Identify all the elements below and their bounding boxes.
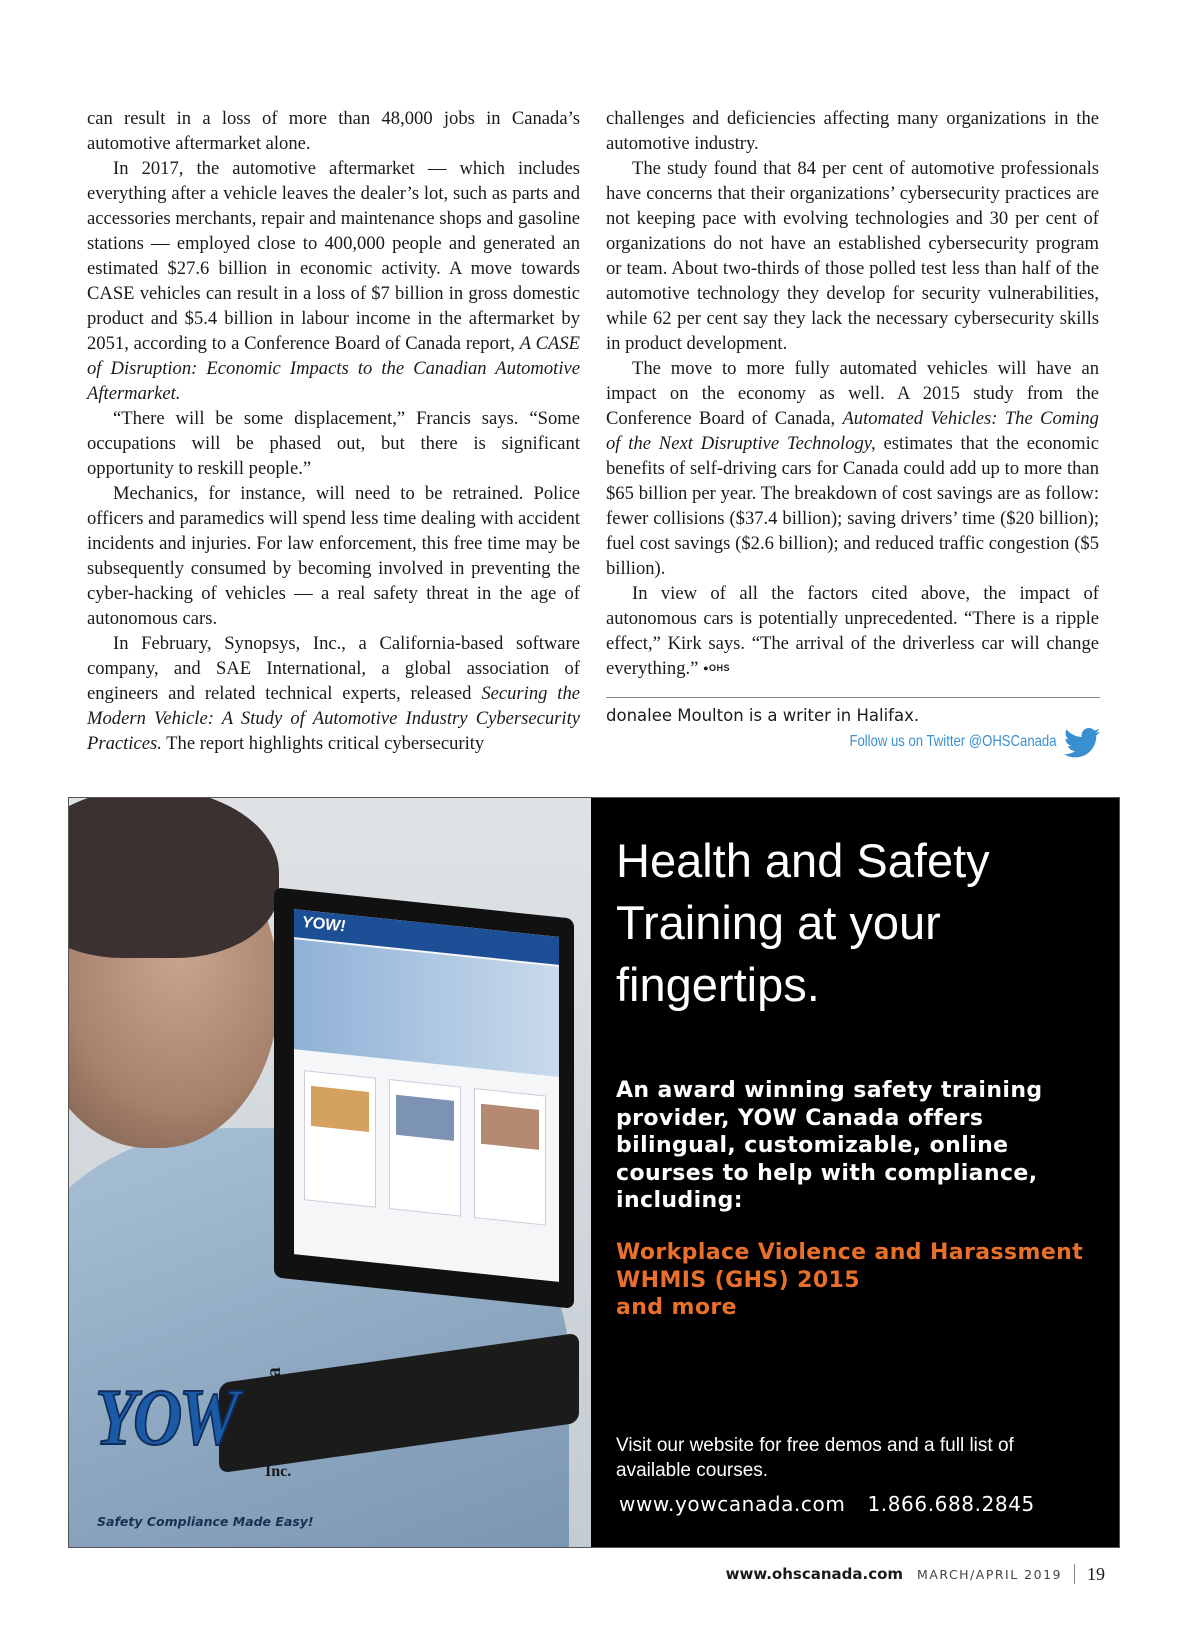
paragraph: In 2017, the automotive aftermarket — which includes everything after a vehicle leaves the dealer’s lot, such as parts and accessories merchants, repair and maintenance shops and gasoline stations — employed close to 400,000 people and generated an estimated $27.6 billion in economic activity. A move towards CASE vehicles can result in a loss of $7 billion in gross domestic product and $5.4 billion in labour income in the aftermarket by 2051, according to a Conference Board of Canada report, A CASE of Disruption: Economic Impacts to the Canadian Automotive Aftermarket. [87,158,580,404]
article-column-right [606,106,1099,681]
panel-image [311,1086,369,1132]
report-title: Automated Vehicles: The Coming of the Next Disruptive Technology, [606,408,1099,454]
screen-logo: YOW! [302,913,346,936]
byline-divider [606,697,1100,698]
page-number: 19 [1087,1563,1105,1584]
yow-tagline: Safety Compliance Made Easy! [97,1514,314,1529]
monitor-screen [294,909,559,1282]
yow-canada-advertisement[interactable] [68,797,1120,1548]
ad-headline: Health and Safety Training at your fingertips. [616,834,990,1011]
ad-body-text: An award winning safety training provider, YOW Canada offers bilingual, customizable, online courses to help with compliance, including: [616,1078,1043,1213]
page-footer [726,1562,1105,1586]
paragraph: Mechanics, for instance, will need to be retrained. Police officers and paramedics will spend less time dealing with accident incidents and injuries. For law enforcement, this free time may be subsequently consumed by becoming involved in preventing the cyber-hacking of vehicles — a real safety threat in the age of autonomous cars. [87,483,580,629]
screen-panel [389,1079,461,1217]
ad-visit-text: Visit our website for free demos and a full list of available courses. [616,1435,1014,1481]
paragraph: In view of all the factors cited above, the impact of autonomous cars is potentially unprecedented. “There is a ripple effect,” Kirk says. “The arrival of the driverless car will change everything.” ●OHS [606,583,1099,679]
paragraph: The study found that 84 per cent of automotive professionals have concerns that their organizations’ cybersecurity practices are not keeping pace with evolving technologies and 30 per cent of organizations do not have an established cybersecurity program or team. About two-thirds of those polled test less than half of the automotive technology they develop for security vulnerabilities, while 62 per cent say they lack the necessary cybersecurity skills in product development. [606,158,1099,354]
ad-course-list [616,1239,1106,1322]
yow-logo-inc: Inc. [265,1463,292,1480]
course-item: Workplace Violence and Harassment [616,1240,1084,1265]
paragraph: The move to more fully automated vehicles will have an impact on the economy as well. A 2015 study from the Conference Board of Canada, Automated Vehicles: The Coming of the Next Disruptive Technology, estimates that the economic benefits of self-driving cars for Canada could add up to more than $65 billion per year. The breakdown of cost savings are as follow: fewer collisions ($37.4 billion); saving drivers’ time ($20 billion); fuel cost savings ($2.6 billion); and reduced traffic congestion ($5 billion). [606,358,1099,579]
ad-contact-line [619,1492,1089,1516]
person-hair [69,798,279,958]
yow-canada-logo [95,1366,305,1503]
ad-photo [69,798,591,1547]
ad-website-link[interactable]: www.yowcanada.com [619,1492,846,1516]
footer-website[interactable]: www.ohscanada.com [725,1565,904,1583]
report-title: Securing the Modern Vehicle: A Study of Automotive Industry Cybersecurity Practices. [87,683,581,754]
ad-text-panel [591,798,1119,1547]
footer-issue-date: MARCH/APRIL 2019 [917,1566,1062,1582]
ad-phone-number[interactable]: 1.866.688.2845 [867,1492,1035,1516]
twitter-follow-text: Follow us on Twitter @OHSCanada [848,733,1056,750]
yow-logo-canada: Canada [263,1366,285,1439]
paragraph: challenges and deficiencies affecting many organizations in the automotive industry. [606,108,1099,154]
author-byline: donalee Moulton is a writer in Halifax. [606,706,920,725]
end-of-article-mark: ●OHS [703,663,731,673]
twitter-bird-icon [1064,728,1100,758]
report-title: A CASE of Disruption: Economic Impacts to the Canadian Automotive Aftermarket. [87,333,580,404]
paragraph: can result in a loss of more than 48,000 jobs in Canada’s automotive aftermarket alone. [87,108,580,154]
screen-panel [304,1070,376,1208]
twitter-follow-link[interactable] [848,728,1100,758]
footer-divider [1074,1564,1075,1584]
paragraph: “There will be some displacement,” Francis says. “Some occupations will be phased out, but there is significant opportunity to reskill people.” [87,408,580,479]
panel-image [481,1104,539,1150]
screen-panel [474,1088,546,1226]
panel-image [396,1095,454,1141]
course-item: WHMIS (GHS) 2015 [616,1267,860,1293]
yow-logo-wordmark: YOW [95,1374,236,1462]
registered-mark: ® [291,1377,300,1391]
paragraph: In February, Synopsys, Inc., a California-based software company, and SAE International, a global association of engineers and related technical experts, released Securing the Modern Vehicle: A Study of Automotive Industry Cybersecurity Practices. The report highlights critical cybersecurity [87,633,581,754]
article-column-left [87,106,580,756]
course-item: and more [616,1295,737,1320]
